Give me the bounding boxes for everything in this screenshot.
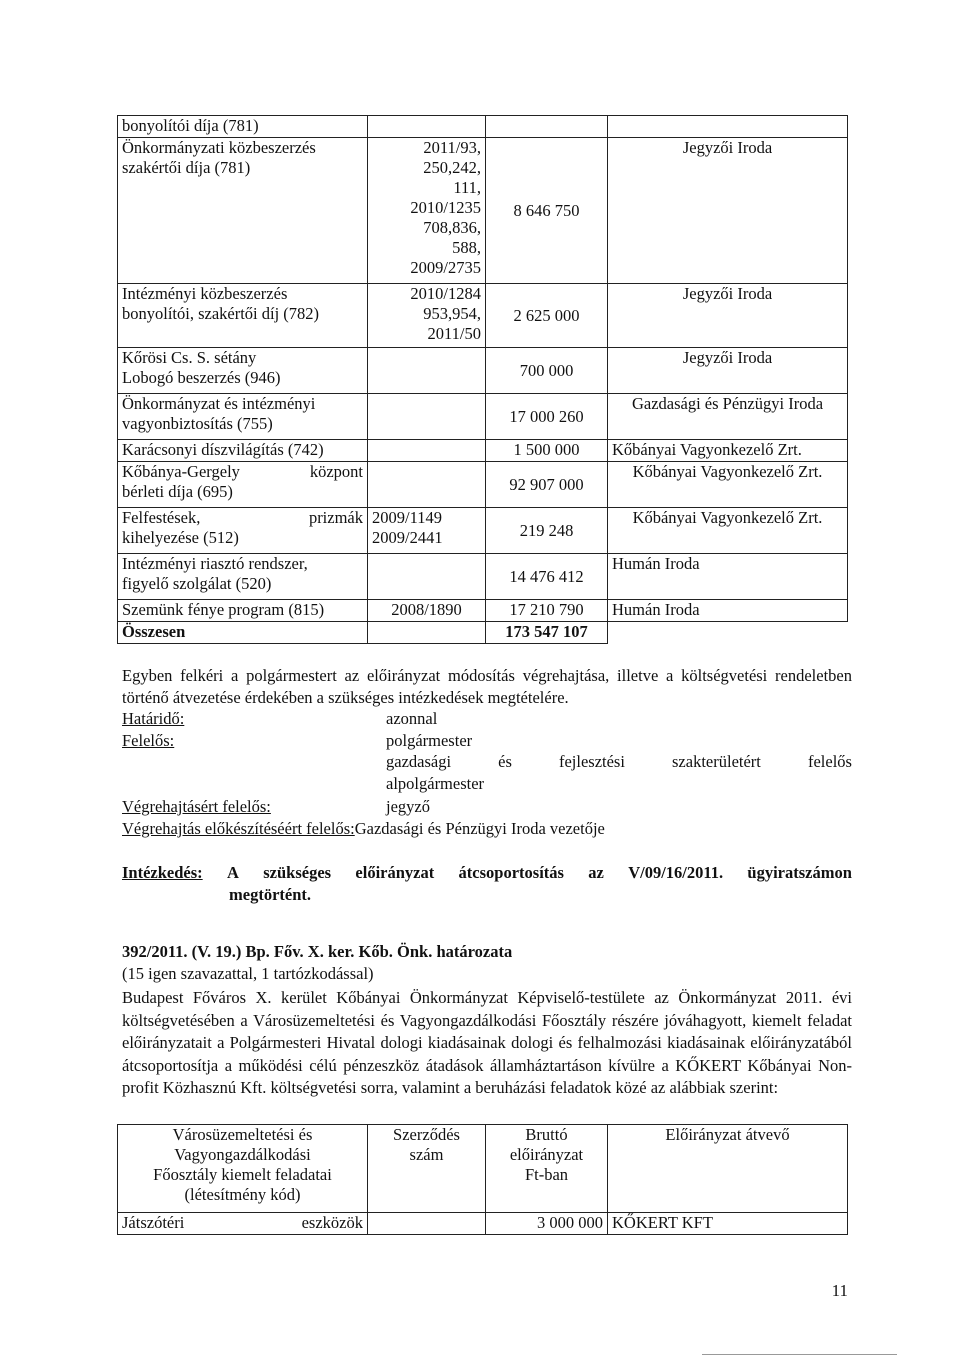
table-cell: Humán Iroda xyxy=(608,554,848,600)
exec-responsible-label: Végrehajtásért felelős: xyxy=(122,797,271,816)
table-cell: Önkormányzat és intézményi vagyonbiztosítás (755) xyxy=(118,394,368,440)
table-header: Szerződés szám xyxy=(368,1125,486,1213)
table-cell: Kőbányai Vagyonkezelő Zrt. xyxy=(608,440,848,462)
table-cell: Kőbányai Vagyonkezelő Zrt. xyxy=(608,508,848,554)
cell-text: prizmák xyxy=(308,508,363,527)
word: gazdasági xyxy=(386,752,452,771)
table-row xyxy=(118,1213,848,1235)
word: előirányzat xyxy=(355,863,435,882)
table-cell xyxy=(368,116,486,138)
table-cell xyxy=(368,348,486,394)
appropriation-table xyxy=(117,115,848,644)
table-cell: 219 248 xyxy=(486,508,608,554)
word: szakterületért xyxy=(672,752,761,771)
table-cell xyxy=(118,1213,368,1235)
table-row xyxy=(118,440,848,462)
responsible-deputy-line xyxy=(386,752,852,772)
paragraph: Egyben felkéri a polgármestert az előirányzat módosítás végrehajtása, illetve a költségvetési rendeletben történő átvezetése érdekében a szükséges intézkedések megtételére. xyxy=(122,666,852,707)
prep-responsible-label: Végrehajtás előkészítéséért felelős: xyxy=(122,819,355,838)
measure-line-2: megtörtént. xyxy=(229,885,312,904)
page-number: 11 xyxy=(831,1281,848,1300)
table-row xyxy=(118,554,848,600)
table-row xyxy=(118,394,848,440)
table-cell: Összesen xyxy=(118,622,368,644)
table-cell xyxy=(368,554,486,600)
word: átcsoportosítás xyxy=(458,863,564,882)
table-cell: Intézményi közbeszerzés bonyolítói, szakértői díj (782) xyxy=(118,284,368,348)
word: V/09/16/2011. xyxy=(628,863,724,882)
table-cell: 8 646 750 xyxy=(486,138,608,284)
table-cell: 17 000 260 xyxy=(486,394,608,440)
table-cell xyxy=(118,462,368,508)
table-cell: Jegyzői Iroda xyxy=(608,138,848,284)
table-cell xyxy=(368,462,486,508)
table-cell xyxy=(608,622,848,644)
cell-text: eszközök xyxy=(301,1213,363,1232)
table-row xyxy=(118,600,848,622)
deadline-value: azonnal xyxy=(386,709,438,728)
table-cell: 2010/1284 953,954, 2011/50 xyxy=(368,284,486,348)
table-cell: Kőrösi Cs. S. sétány Lobogó beszerzés (946) xyxy=(118,348,368,394)
table-cell: KŐKERT KFT xyxy=(608,1213,848,1235)
table-cell: 2008/1890 xyxy=(368,600,486,622)
table-cell: Önkormányzati közbeszerzés szakértői díja (781) xyxy=(118,138,368,284)
table-row xyxy=(118,284,848,348)
word: az xyxy=(588,863,604,882)
table-row xyxy=(118,348,848,394)
table-cell: Jegyzői Iroda xyxy=(608,284,848,348)
resolution-title: 392/2011. (V. 19.) Bp. Főv. X. ker. Kőb. Önk. határozata xyxy=(122,942,513,961)
table-cell: Szemünk fénye program (815) xyxy=(118,600,368,622)
responsible-value: polgármester xyxy=(386,731,473,750)
table-cell: Kőbányai Vagyonkezelő Zrt. xyxy=(608,462,848,508)
table-cell: 14 476 412 xyxy=(486,554,608,600)
table-row xyxy=(118,622,848,644)
cell-text: Felfestések, xyxy=(122,508,201,527)
table-cell xyxy=(486,116,608,138)
cell-text: bérleti díja (695) xyxy=(122,482,233,501)
exec-responsible-value: jegyző xyxy=(386,797,430,816)
table-cell: 1 500 000 xyxy=(486,440,608,462)
footer-divider xyxy=(702,1354,897,1355)
table-cell: bonyolítói díja (781) xyxy=(118,116,368,138)
responsible-deputy-title: alpolgármester xyxy=(386,774,485,793)
table-row xyxy=(118,508,848,554)
table-cell: Intézményi riasztó rendszer, figyelő szolgálat (520) xyxy=(118,554,368,600)
measure-label: Intézkedés: xyxy=(122,863,203,882)
table-header-row xyxy=(118,1125,848,1213)
table-header: Bruttó előirányzat Ft-ban xyxy=(486,1125,608,1213)
cell-text: Kőbánya-Gergely xyxy=(122,462,240,481)
table-cell xyxy=(608,116,848,138)
word: felelős xyxy=(807,752,852,771)
word: ügyiratszámon xyxy=(747,863,852,882)
vote-result: (15 igen szavazattal, 1 tartózkodással) xyxy=(122,964,374,983)
table-cell: 92 907 000 xyxy=(486,462,608,508)
responsible-label: Felelős: xyxy=(122,731,175,750)
paragraph: Budapest Főváros X. kerület Kőbányai Önkormányzat Képviselő-testülete az Önkormányzat 2011. évi költségvetésében a Városüzemeltetési és Vagyongazdálkodási Főosztály részére jóváhagyott, kiemelt feladat előirányzatait a Polgármesteri Hivatal dologi kiadásainak dologi és felhalmozási kiadásainak előirányzatából átcsoportosítja a működési célú pénzeszköz átadások államháztartáson kívülre a KŐKERT Kőbányai Non-profit Közhasznú Kft. költségvetési sorra, valamint a beruházási feladatok közé az alábbiak szerint: xyxy=(122,988,852,1098)
measure-line xyxy=(122,862,852,884)
table-cell: Jegyzői Iroda xyxy=(608,348,848,394)
word: A xyxy=(226,863,239,882)
word: és xyxy=(498,752,512,771)
deadline-label: Határidő: xyxy=(122,709,185,728)
table-cell: 700 000 xyxy=(486,348,608,394)
cell-text: Játszótéri xyxy=(122,1213,185,1232)
cell-text: központ xyxy=(309,462,363,481)
table-cell: Karácsonyi díszvilágítás (742) xyxy=(118,440,368,462)
word: fejlesztési xyxy=(558,752,625,771)
table-cell xyxy=(368,1213,486,1235)
word: szükséges xyxy=(263,863,332,882)
table-cell: 2009/1149 2009/2441 xyxy=(368,508,486,554)
transfer-table xyxy=(117,1124,848,1235)
table-cell xyxy=(368,394,486,440)
table-cell xyxy=(368,440,486,462)
table-cell: 2 625 000 xyxy=(486,284,608,348)
table-cell: Humán Iroda xyxy=(608,600,848,622)
table-cell: Gazdasági és Pénzügyi Iroda xyxy=(608,394,848,440)
table-header: Városüzemeltetési és Vagyongazdálkodási Főosztály kiemelt feladatai (létesítmény kód) xyxy=(118,1125,368,1213)
table-cell xyxy=(118,508,368,554)
table-header: Előirányzat átvevő xyxy=(608,1125,848,1213)
prep-responsible-line xyxy=(122,819,605,839)
table-cell xyxy=(368,622,486,644)
table-row xyxy=(118,462,848,508)
table-cell: 173 547 107 xyxy=(486,622,608,644)
measure-block xyxy=(122,862,852,906)
table-cell: 2011/93, 250,242, 111, 2010/1235 708,836, 588, 2009/2735 xyxy=(368,138,486,284)
cell-text: kihelyezése (512) xyxy=(122,528,239,547)
table-cell: 17 210 790 xyxy=(486,600,608,622)
table-row xyxy=(118,116,848,138)
prep-responsible-value: Gazdasági és Pénzügyi Iroda vezetője xyxy=(354,819,605,838)
table-cell: 3 000 000 xyxy=(486,1213,608,1235)
table-row xyxy=(118,138,848,284)
